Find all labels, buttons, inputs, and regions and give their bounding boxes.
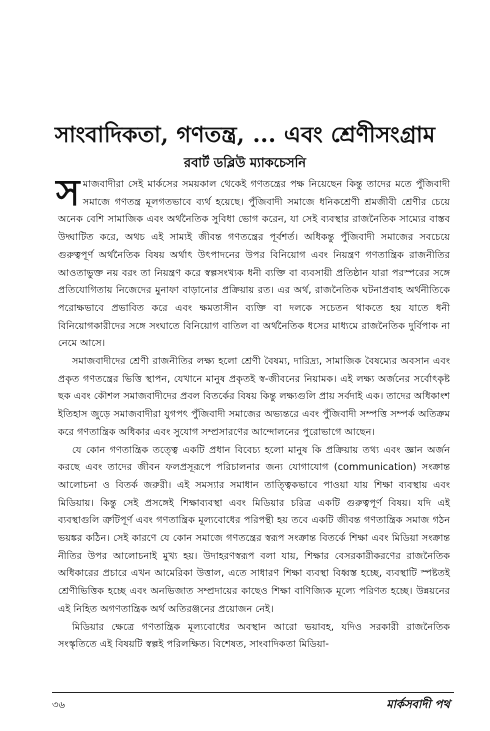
article-author: রবার্ট ডব্লিউ ম্যাকচেসনি xyxy=(183,156,307,171)
paragraph-4: মিডিয়ার ক্ষেত্রে গণতান্ত্রিক মূল্যবোধের অবস্থান আরো ভয়াবহ, যদিও সরকারী রাজনৈতিক সংস্কৃতিতে এই বিষয়টি স্বল্পই পরিলক্ষিত। বিশেষত, সাংবাদিকতা মিডিয়া- xyxy=(58,621,450,651)
paragraph-3: যে কোন গণতান্ত্রিক তত্ত্বে একটি প্রধান বিবেচ্য হলো মানুষ কি প্রক্রিয়ায় তথ্য এবং জ্ঞান অর্জন করছে এবং তাদের জীবন ফলপ্রসূরূপে পরিচালনার জন্য যোগাযোগ (communication) সংক্রান্ত আলোচনা ও বিতর্ক জরুরী। এই সমস্যার সমাধান তাত্ত্বিকভাবে পাওয়া যায় শিক্ষা ব্যবস্থায় এবং মিডিয়ায়। কিন্তু সেই প্রসঙ্গেই শিক্ষাব্যবস্থা এবং মিডিয়ার চরিত্র একটি গুরুত্বপূর্ণ বিষয়। যদি এই ব্যবস্থাগুলি ত্রুটিপূর্ণ এবং গণতান্ত্রিক মূল্যবোধের পরিপন্থী হয় তবে একটি জীবন্ত গণতান্ত্রিক সমাজ গঠন ভয়ঙ্কর কঠিন। সেই কারণে যে কোন সমাজে গণতন্ত্রের স্বরূপ সংক্রান্ত বিতর্কে শিক্ষা এবং মিডিয়া সংক্রান্ত নীতির উপর আলোচনাই মুখ্য হয়। উদাহরণস্বরূপ বলা যায়, শিক্ষার বেসরকারীকরণের রাজনৈতিক অধিকারের প্রচারে এখন আমেরিকা উত্তাল, এতে সাধারণ শিক্ষা ব্যবস্থা বিধ্বস্ত হচ্ছে, ব্যবস্থাটি স্পষ্টতই শ্রেণীভিত্তিক হচ্ছে এবং অনভিজাত সম্প্রদায়ের কাছেও শিক্ষা বাণিজ্যিক মূল্যে পরিণত হচ্ছে। উন্নয়নের এই নিহিত অগণতান্ত্রিক অর্থ অতিরঞ্জনের প্রয়োজন নেই। xyxy=(58,444,450,615)
paragraph-2: সমাজবাদীদের শ্রেণী রাজনীতির লক্ষ্য হলো শ্রেণী বৈষম্য, দারিদ্র্য, সামাজিক বৈষম্যের অবসান এবং প্রকৃত গণতন্ত্রের ভিত্তি স্থাপন, যেখানে মানুষ প্রকৃতই স্ব-জীবনের নিয়ামক। এই লক্ষ্য অর্জনের সর্বোৎকৃষ্ট ছক এবং কৌশল সমাজবাদীদের প্রবল বিতর্কের বিষয় কিন্তু লক্ষ্যগুলি প্রায় সর্বদাই এক। তাদের অধিকাংশ ইতিহাস জুড়ে সমাজবাদীরা যুগপৎ পুঁজিবাদী সমাজের অভ্যন্তরে এবং পুঁজিবাদী সম্পত্তি সম্পর্ক অতিক্রম করে গণতান্ত্রিক অধিকার এবং সুযোগ সম্প্রসারণের আন্দোলনের পুরোভাগে আছেন। xyxy=(58,356,450,438)
article-body xyxy=(56,172,450,654)
drop-cap: স xyxy=(56,172,80,214)
page-number: ৩৬ xyxy=(52,700,66,711)
journal-name: মার্কসবাদী পথ xyxy=(386,697,450,711)
article-title: সাংবাদিকতা, গণতন্ত্র, ... এবং শ্রেণীসংগ্রাম xyxy=(54,122,436,148)
paragraph-text: মাজবাদীরা সেই মার্কসের সময়কাল থেকেই গণতন্ত্রের পক্ষ নিয়েছেন কিন্তু তাদের মতে পুঁজিবাদী সমাজে গণতন্ত্র মূলগতভাবে ব্যর্থ হয়েছে। পুঁজিবাদী সমাজে ধনিকশ্রেণী শ্রমজীবী শ্রেণীর চেয়ে অনেক বেশি সামাজিক এবং অর্থনৈতিক সুবিধা ভোগ করেন, যা সেই ব্যবস্থার রাজনৈতিক সাম্যের বাস্তব উদ্ঘাটিত করে, অথচ এই সাম্যই জীবন্ত গণতন্ত্রের পূর্বশর্ত। অধিকন্তু পুঁজিবাদী সমাজের সবচেয়ে গুরুত্বপূর্ণ অর্থনৈতিক বিষয় অর্থাৎ উৎপাদনের উপর বিনিয়োগ এবং নিয়ন্ত্রণ গণতান্ত্রিক রাজনীতির আওতাভুক্ত নয় বরং তা নিয়ন্ত্রণ করে স্বল্পসংখ্যক ধনী ব্যক্তি বা ব্যবসায়ী প্রতিষ্ঠান যারা পরস্পরের সঙ্গে প্রতিযোগিতায় নিজেদের মুনাফা বাড়ানোর প্রক্রিয়ায় রত। এর অর্থ, রাজনৈতিক ঘটনাপ্রবাহ অর্থনীতিকে পরোক্ষভাবে প্রভাবিত করে এবং ক্ষমতাসীন ব্যক্তি বা দলকে সচেতন থাকতে হয় যাতে ধনী বিনিয়োগকারীদের সঙ্গে সংঘাতে বিনিয়োগ বাতিল বা অর্থনৈতিক ধসের মাধ্যমে রাজনৈতিক দুর্বিপাক না নেমে আসে। xyxy=(58,179,450,350)
footer-divider xyxy=(52,692,454,693)
paragraph-1 xyxy=(56,172,450,353)
